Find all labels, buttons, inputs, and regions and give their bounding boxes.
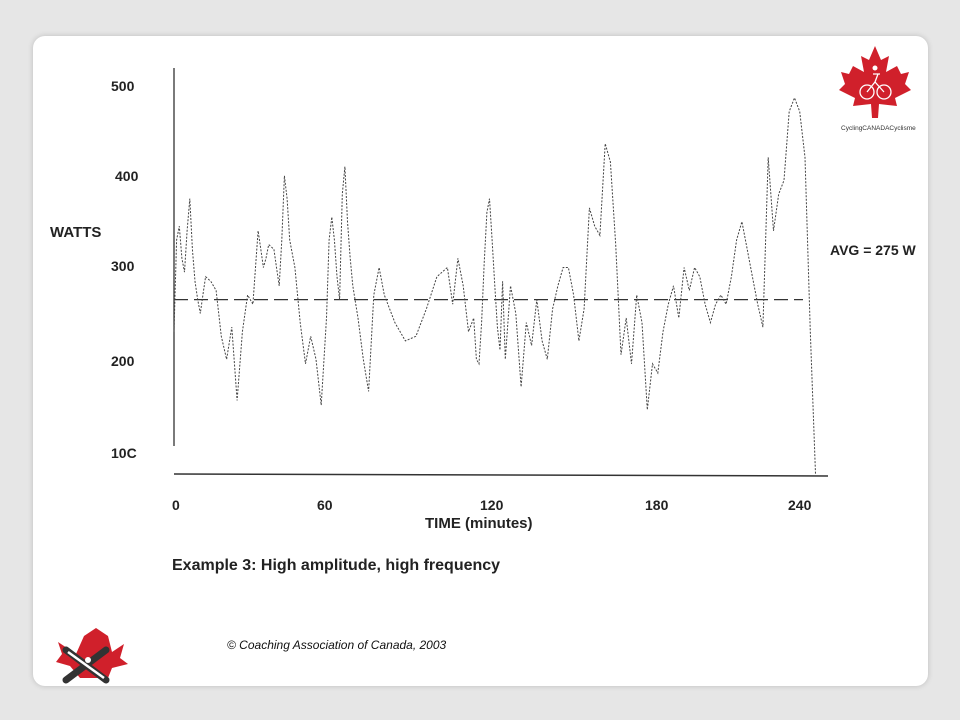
copyright-text: © Coaching Association of Canada, 2003 <box>227 638 447 652</box>
x-tick-label: 60 <box>317 497 333 513</box>
chart-caption: Example 3: High amplitude, high frequency <box>172 557 501 574</box>
x-tick-label: 240 <box>788 497 812 513</box>
cycling-canada-maple-leaf-logo <box>839 46 911 118</box>
y-tick-label: 300 <box>111 258 135 274</box>
power-series-line <box>174 98 816 474</box>
x-tick-label: 0 <box>172 497 180 513</box>
x-axis-title: TIME (minutes) <box>425 515 533 532</box>
y-axis-title: WATTS <box>50 224 102 241</box>
x-tick-label: 120 <box>480 497 504 513</box>
slide <box>33 36 928 686</box>
brand-text: CyclingCANADACyclisme <box>841 125 916 132</box>
avg-annotation: AVG = 275 W <box>830 242 916 258</box>
y-tick-label: 500 <box>111 78 135 94</box>
x-tick-label: 180 <box>645 497 669 513</box>
y-tick-label: 200 <box>111 353 135 369</box>
y-tick-label: 400 <box>115 168 139 184</box>
coaching-association-canada-logo <box>56 628 128 680</box>
x-axis-line <box>174 474 828 476</box>
power-chart <box>33 36 928 686</box>
y-tick-label: 10C <box>111 445 137 461</box>
